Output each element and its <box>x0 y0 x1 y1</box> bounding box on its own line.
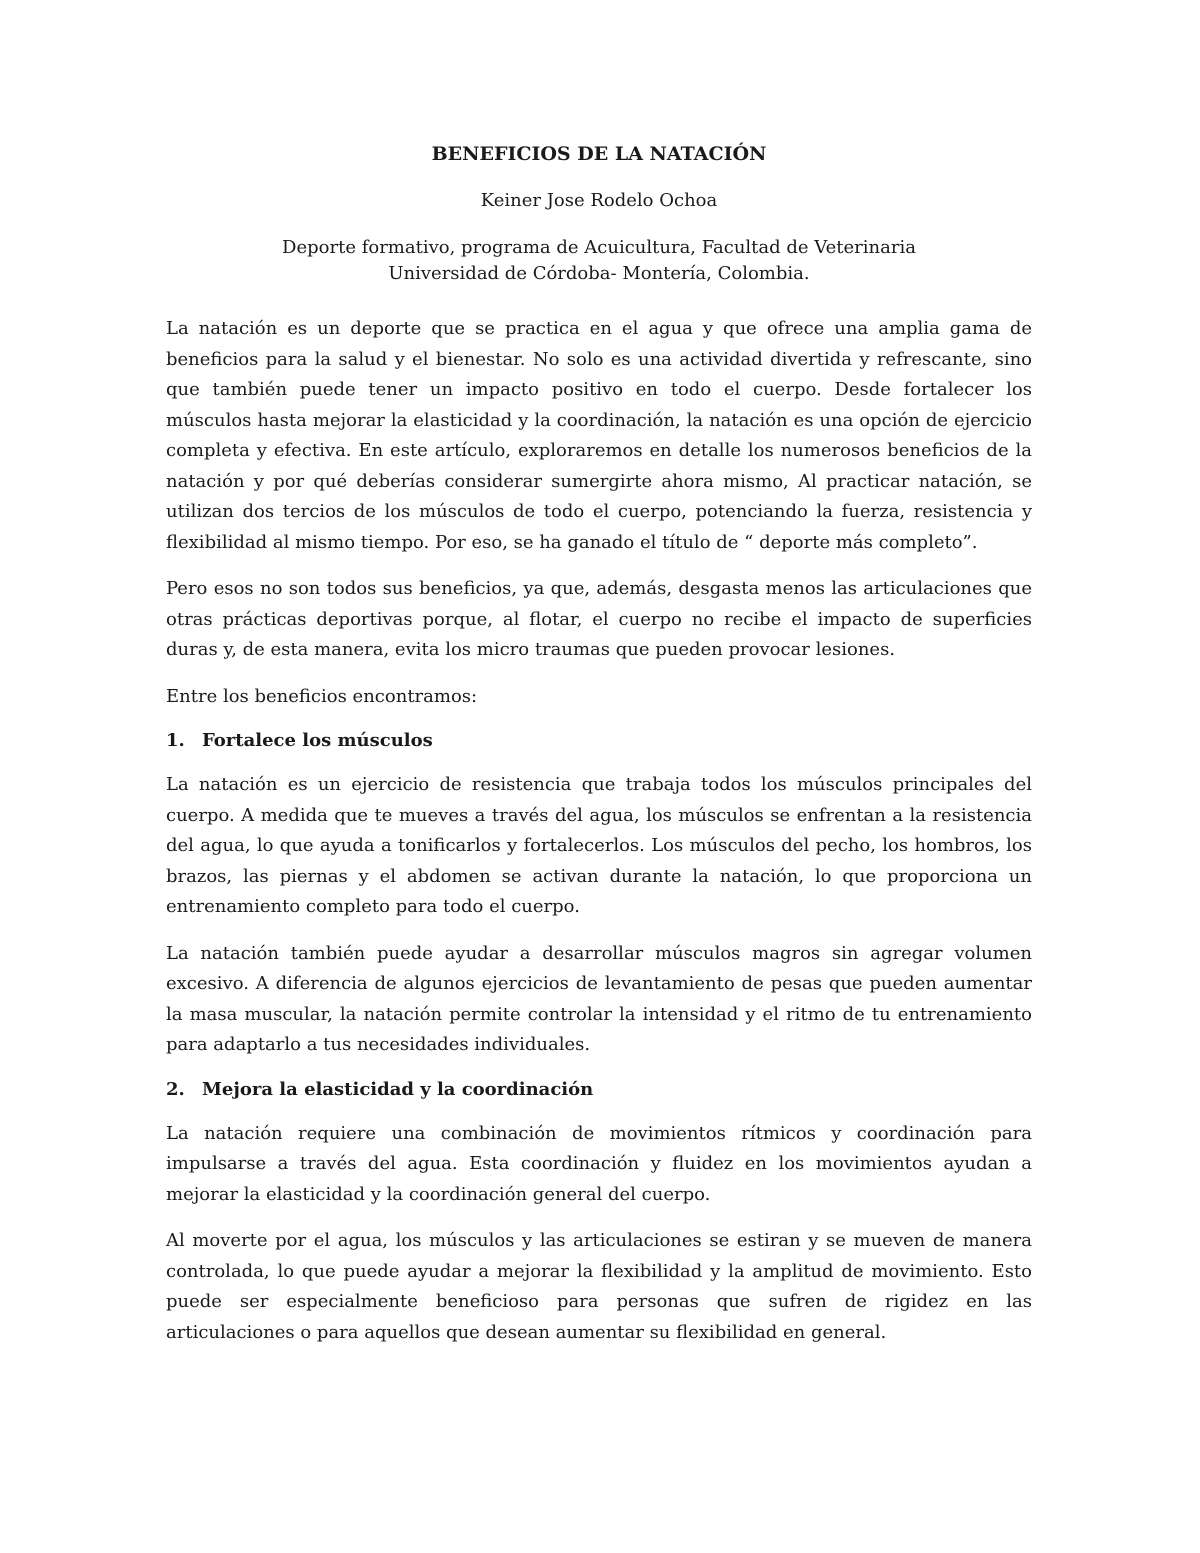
section-paragraph: La natación también puede ayudar a desarrollar músculos magros sin agregar volumen excesivo. A diferencia de algunos ejercicios de levantamiento de pesas que pueden aumentar la masa muscular, la natación permite controlar la intensidad y el ritmo de tu entrenamiento para adaptarlo a tus necesidades individuales. <box>166 942 1032 1055</box>
section-number: 2. <box>166 1078 185 1100</box>
intro-paragraph: La natación es un deporte que se practica en el agua y que ofrece una amplia gama de beneficios para la salud y el bienestar. No solo es una actividad divertida y refrescante, sino que también puede tener un impacto positivo en todo el cuerpo. Desde fortalecer los músculos hasta mejorar la elasticidad y la coordinación, la natación es una opción de ejercicio completa y efectiva. En este artículo, exploraremos en detalle los numerosos beneficios de la natación y por qué deberías considerar sumergirte ahora mismo, Al practicar natación, se utilizan dos tercios de los músculos de todo el cuerpo, potenciando la fuerza, resistencia y flexibilidad al mismo tiempo. Por eso, se ha ganado el título de “ deporte más completo”. <box>166 318 1032 553</box>
intro-paragraph: Entre los beneficios encontramos: <box>166 685 478 707</box>
section-heading <box>166 726 1032 756</box>
affiliation <box>166 235 1032 287</box>
author-name: Keiner Jose Rodelo Ochoa <box>480 190 718 211</box>
affiliation-line-1: Deporte formativo, programa de Acuicultura, Facultad de Veterinaria <box>282 237 916 258</box>
section-heading <box>166 1075 1032 1105</box>
section-number: 1. <box>166 730 185 751</box>
section-title: Fortalece los músculos <box>202 730 433 751</box>
section-title: Mejora la elasticidad y la coordinación <box>202 1078 594 1100</box>
document-body <box>166 314 1032 1364</box>
section-paragraph: Al moverte por el agua, los músculos y las articulaciones se estiran y se mueven de manera controlada, lo que puede ayudar a mejorar la flexibilidad y la amplitud de movimiento. Esto puede ser especialmente beneficioso para personas que sufren de rigidez en las articulaciones o para aquellos que desean aumentar su flexibilidad en general. <box>166 1230 1032 1343</box>
section-paragraph: La natación es un ejercicio de resistencia que trabaja todos los músculos principales del cuerpo. A medida que te mueves a través del agua, los músculos se enfrentan a la resistencia del agua, lo que ayuda a tonificarlos y fortalecerlos. Los músculos del pecho, los hombros, los brazos, las piernas y el abdomen se activan durante la natación, lo que proporciona un entrenamiento completo para todo el cuerpo. <box>166 774 1032 917</box>
document-title: BENEFICIOS DE LA NATACIÓN <box>431 143 767 165</box>
section-paragraph: La natación requiere una combinación de movimientos rítmicos y coordinación para impulsarse a través del agua. Esta coordinación y fluidez en los movimientos ayudan a mejorar la elasticidad y la coordinación general del cuerpo. <box>166 1122 1032 1205</box>
intro-paragraph: Pero esos no son todos sus beneficios, ya que, además, desgasta menos las articulaciones que otras prácticas deportivas porque, al flotar, el cuerpo no recibe el impacto de superficies duras y, de esta manera, evita los micro traumas que pueden provocar lesiones. <box>166 578 1032 660</box>
affiliation-line-2: Universidad de Córdoba- Montería, Colombia. <box>388 263 810 284</box>
